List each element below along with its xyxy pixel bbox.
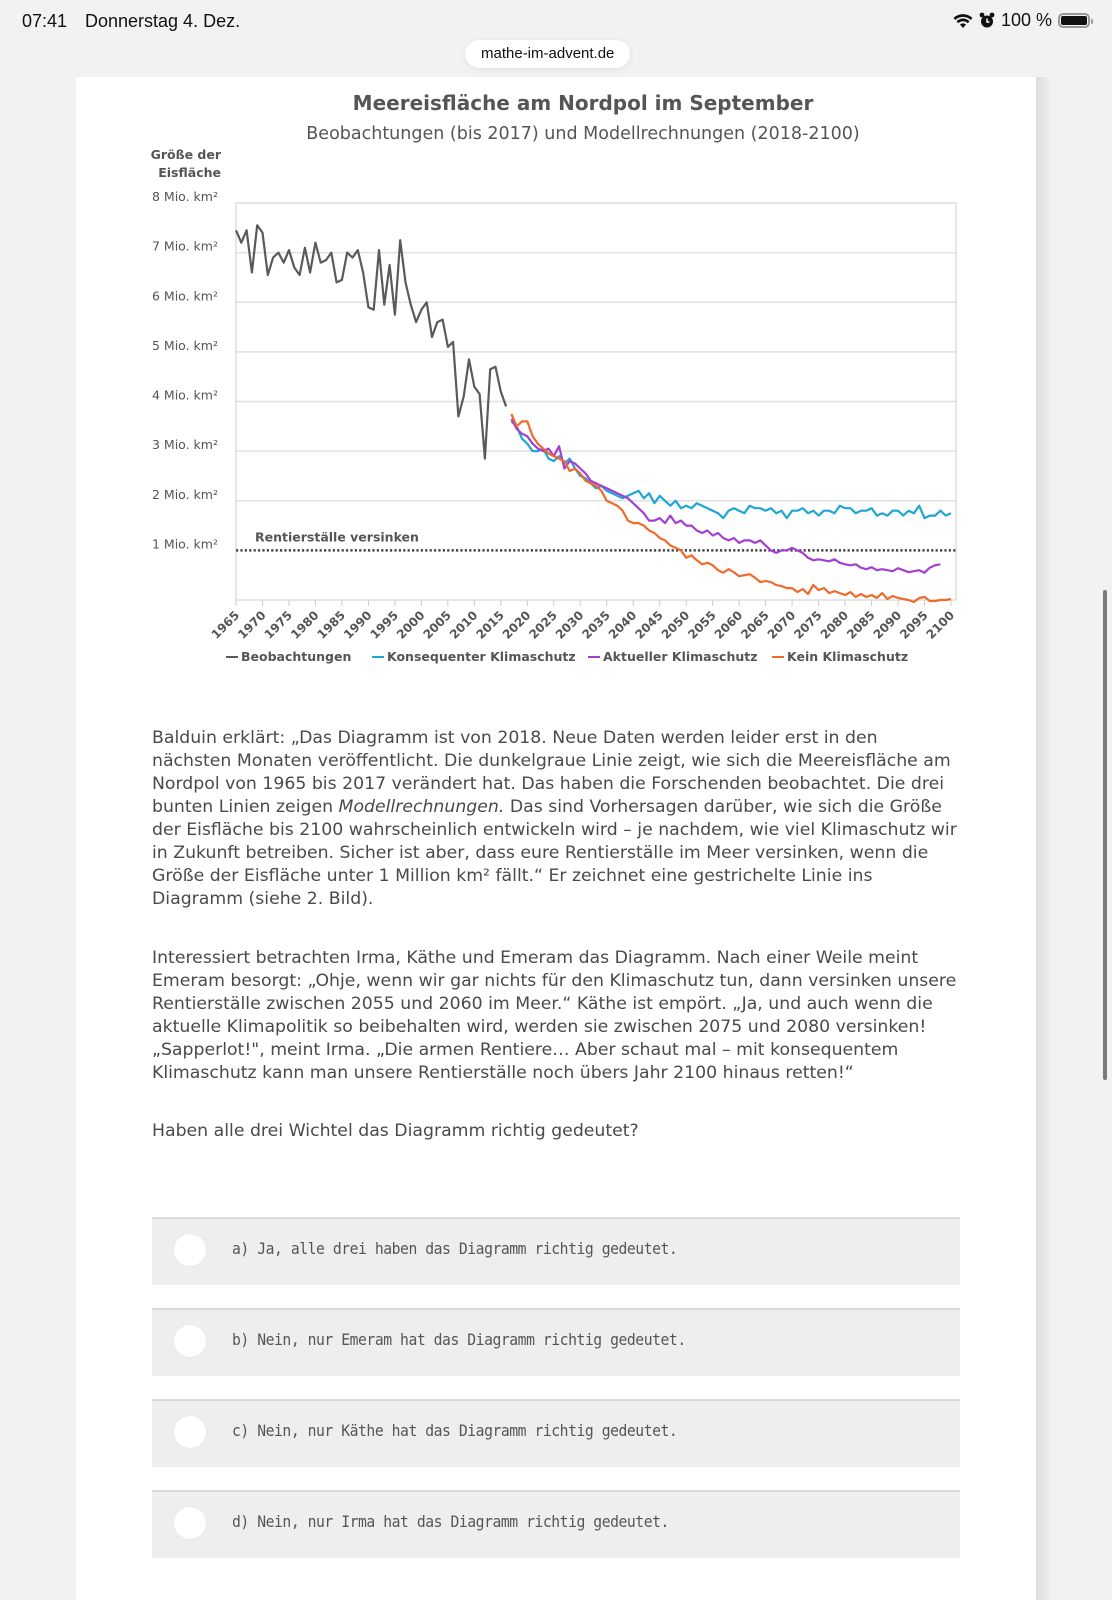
x-tick-label: 1970 — [235, 608, 269, 642]
status-bar — [0, 0, 1112, 44]
x-tick-label: 1980 — [288, 608, 322, 642]
x-tick-label: 2000 — [393, 608, 428, 642]
legend-label: Konsequenter Klimaschutz — [387, 649, 576, 664]
answer-option-c[interactable] — [152, 1399, 960, 1467]
x-tick-label: 2100 — [923, 608, 958, 642]
radio-button-b[interactable] — [174, 1325, 206, 1357]
legend-label: Kein Klimaschutz — [787, 649, 909, 664]
legend-label: Aktueller Klimaschutz — [603, 649, 758, 664]
y-tick-label: 1 Mio. km² — [152, 536, 218, 552]
x-tick-label: 1985 — [314, 608, 349, 642]
x-tick-label: 2065 — [738, 608, 772, 642]
alarm-icon — [979, 12, 995, 29]
x-tick-label: 2060 — [711, 608, 746, 642]
y-tick-label: 8 Mio. km² — [152, 189, 218, 204]
y-tick-label: 5 Mio. km² — [152, 337, 218, 353]
x-tick-label: 2015 — [473, 608, 507, 642]
x-tick-label: 2020 — [499, 608, 534, 642]
radio-button-d[interactable] — [174, 1507, 206, 1539]
answer-label-d: d) Nein, nur Irma hat das Diagramm richtig gedeutet. — [232, 1512, 669, 1531]
answer-option-a[interactable] — [152, 1217, 960, 1285]
x-tick-label: 2005 — [420, 608, 454, 642]
paragraph-discussion: Interessiert betrachten Irma, Käthe und Emeram das Diagramm. Nach einer Weile meint Emeram besorgt: „Ohje, wenn wir gar nichts für den Klimaschutz tun, dann versinken unsere Rentierställe zwischen 2055 und 2060 im Meer.“ Käthe ist empört. „Ja, und auch wenn die aktuelle Klimapolitik so beibehalten wird, werden sie zwischen 2075 und 2080 versinken! „Sapperlot!", meint Irma. „Die armen Rentiere… Aber schaut mal – mit konsequentem Klimaschutz kann man unsere Rentierställe noch übers Jahr 2100 hinaus retten!“ — [152, 948, 957, 1083]
x-tick-label: 2090 — [870, 608, 905, 642]
x-tick-label: 2095 — [897, 608, 931, 642]
x-tick-label: 1965 — [208, 608, 243, 642]
scrollbar[interactable] — [1103, 590, 1107, 1080]
question-text: Haben alle drei Wichtel das Diagramm richtig gedeutet? — [152, 1121, 639, 1141]
x-tick-label: 2010 — [446, 608, 481, 642]
series-line-kein-klimaschutz — [511, 414, 951, 602]
answer-label-c: c) Nein, nur Käthe hat das Diagramm richtig gedeutet. — [232, 1421, 678, 1440]
sea-ice-chart — [76, 77, 1036, 697]
paragraph-explanation-emphasis: Modellrechnungen. — [338, 797, 505, 817]
page-edge — [1036, 77, 1052, 1600]
battery-percent: 100 % — [1000, 10, 1052, 30]
x-tick-label: 2055 — [685, 608, 719, 642]
status-right — [953, 10, 1090, 31]
y-tick-label: 6 Mio. km² — [152, 288, 218, 304]
x-tick-label: 2070 — [764, 608, 799, 642]
paragraph-explanation-part1: Balduin erklärt: „Das Diagramm ist von 2018. Neue Daten werden leider erst in den nächsten Monaten veröffentlicht. Die dunkelgraue Linie zeigt, wie sich die Meereisfläche am Nordpol von 1965 bis 2017 verändert hat. Das haben die Forschenden beobachtet. Die drei bunten Linien zeigen — [152, 728, 951, 817]
answer-option-d[interactable] — [152, 1490, 960, 1558]
wifi-icon — [953, 13, 973, 29]
x-tick-label: 1990 — [341, 608, 375, 642]
paragraph-explanation-part2: Das sind Vorhersagen darüber, wie sich die Größe der Eisfläche bis 2100 wahrscheinlich entwickeln wird – je nachdem, wie viel Klimaschutz wir in Zukunft betreiben. Sicher ist aber, dass eure Rentierställe im Meer versinken, wenn die Größe der Eisfläche unter 1 Million km² fällt.“ Er zeichnet eine gestrichelte Linie ins Diagramm (siehe 2. Bild). — [152, 797, 957, 909]
legend-label: Beobachtungen — [241, 649, 352, 664]
x-tick-label: 2035 — [579, 608, 613, 642]
x-tick-label: 2085 — [844, 608, 878, 642]
battery-icon — [1058, 13, 1090, 28]
x-tick-label: 1995 — [367, 608, 402, 642]
x-tick-label: 2080 — [817, 608, 852, 642]
x-tick-label: 2050 — [658, 608, 693, 642]
x-tick-label: 2045 — [632, 608, 666, 642]
x-tick-label: 1975 — [261, 608, 296, 642]
url-bar[interactable]: mathe-im-advent.de — [465, 40, 630, 68]
status-date: Donnerstag 4. Dez. — [85, 11, 241, 31]
y-axis-label-1: Größe der — [150, 147, 221, 162]
y-tick-label: 2 Mio. km² — [152, 486, 218, 502]
chart-title: Meereisfläche am Nordpol im September — [352, 91, 814, 115]
radio-button-a[interactable] — [174, 1234, 206, 1266]
chart-subtitle: Beobachtungen (bis 2017) und Modellrechnungen (2018-2100) — [306, 124, 860, 144]
y-tick-label: 4 Mio. km² — [152, 387, 218, 403]
answer-option-b[interactable] — [152, 1308, 960, 1376]
x-tick-label: 2075 — [791, 608, 825, 642]
status-time: 07:41 — [22, 11, 68, 31]
answer-label-a: a) Ja, alle drei haben das Diagramm richtig gedeutet. — [232, 1239, 678, 1258]
y-axis-label-2: Eisfläche — [158, 165, 221, 180]
answer-label-b: b) Nein, nur Emeram hat das Diagramm richtig gedeutet. — [232, 1330, 686, 1349]
x-tick-label: 2040 — [605, 608, 640, 642]
paragraph-explanation — [152, 727, 962, 911]
radio-button-c[interactable] — [174, 1416, 206, 1448]
y-tick-label: 7 Mio. km² — [152, 238, 218, 254]
x-tick-label: 2030 — [552, 608, 587, 642]
y-tick-label: 3 Mio. km² — [152, 437, 218, 453]
series-line-beobachtungen — [236, 225, 506, 458]
threshold-label: Rentierställe versinken — [255, 529, 419, 545]
x-tick-label: 2025 — [526, 608, 560, 642]
